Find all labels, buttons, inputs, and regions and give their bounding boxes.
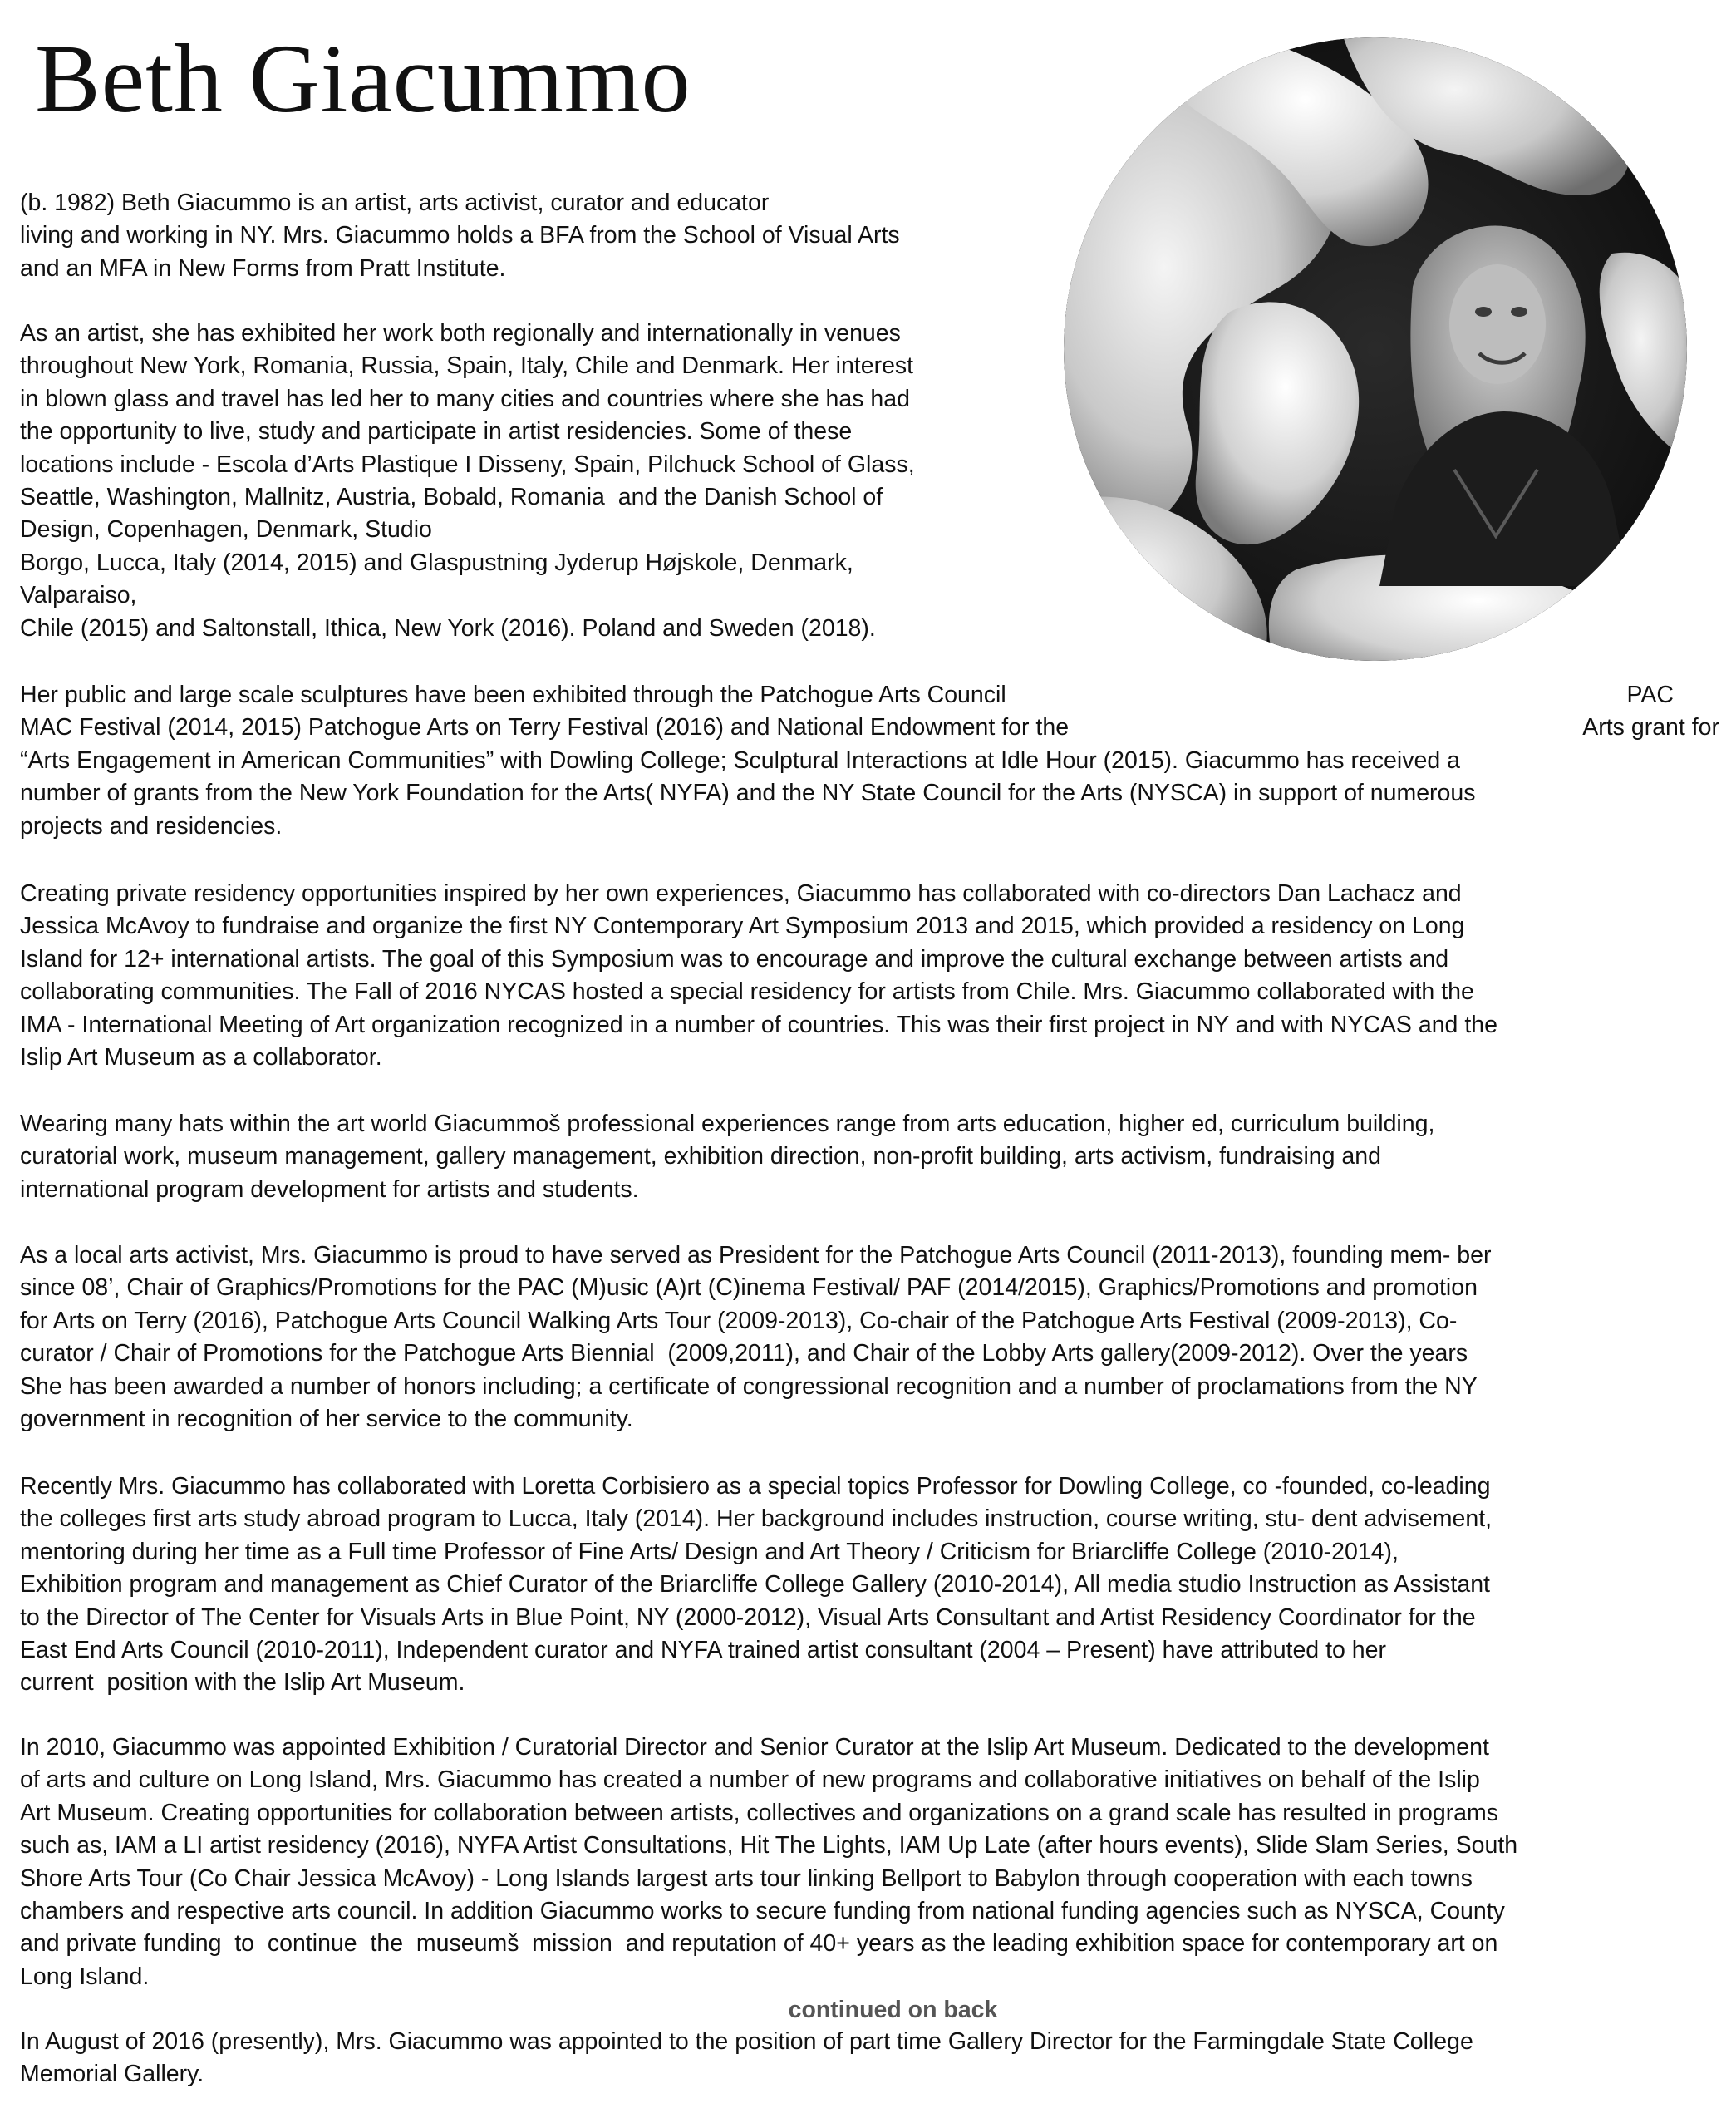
august-paragraph: In August of 2016 (presently), Mrs. Giacummo was appointed to the position of part time Gallery Director for the Farmingdale State College Memorial Gallery.	[20, 2028, 1473, 2088]
public-line-2: MAC Festival (2014, 2015) Patchogue Arts on Terry Festival (2016) and National Endowment for the Arts grant for	[20, 714, 1719, 741]
many-hats-paragraph: Wearing many hats within the art world Giacummoš professional experiences range from arts education, higher ed, curriculum building, curatorial work, museum management, gallery management, exhibition direction, non-profit building, arts activism, fundraising and international program development for artists and students.	[20, 1111, 1435, 1203]
recently-paragraph: Recently Mrs. Giacummo has collaborated with Loretta Corbisiero as a special topics Professor for Dowling College, co -founded, co-leading the colleges first arts study abroad program to Lucca, Italy (2014). Her background includes instruction, course writing, stu- dent advisement, mentoring during her time as a Full time Professor of Fine Arts/ Design and Art Theory / Criticism for Briarcliffe College (2010-2014), Exhibition program and management as Chief Curator of the Briarcliffe College Gallery (2010-2014), All media studio Instruction as Assistant to the Director of The Center for Visuals Arts in Blue Point, NY (2000-2012), Visual Arts Consultant and Artist Residency Coordinator for the East End Arts Council (2010-2011), Independent curator and NYFA trained artist consultant (2004 – Present) have attributed to her current position with the Islip Art Museum.	[20, 1473, 1493, 1697]
activist-paragraph: As a local arts activist, Mrs. Giacummo is proud to have served as President for the Patchogue Arts Council (2011-2013), founding mem- ber since 08’, Chair of Graphics/Promotions for the PAC (M)usic (A)rt (C)inema Festival/ PAF (2014/2015), Graphics/Promotions and promotion for Arts on Terry (2016), Patchogue Arts Council Walking Arts Tour (2009-2013), Co-chair of the Patchogue Arts Festival (2009-2013), Co- curator / Chair of Promotions for the Patchogue Arts Biennial (2009,2011), and Chair of the Lobby Arts gallery(2009-2012). Over the years She has been awarded a number of honors including; a certificate of congressional recognition and a number of proclamations from the NY government in recognition of her service to the community.	[20, 1242, 1492, 1433]
islip-museum-paragraph: In 2010, Giacummo was appointed Exhibition / Curatorial Director and Senior Curator at the Islip Art Museum. Dedicated to the development of arts and culture on Long Island, Mrs. Giacummo has created a number of new programs and collaborative initiatives on behalf of the Islip Art Museum. Creating opportunities for collaboration between artists, collectives and organizations on a grand scale has resulted in programs such as, IAM a LI artist residency (2016), NYFA Artist Consultations, Hit The Lights, IAM Up Late (after hours events), Slide Slam Series, South Shore Arts Tour (Co Chair Jessica McAvoy) - Long Islands largest arts tour linking Bellport to Babylon through cooperation with each towns chambers and respective arts council. In addition Giacummo works to secure funding from national funding agencies such as NYSCA, County and private funding to continue the museumš mission and reputation of 40+ years as the leading exhibition space for contemporary art on Long Island.	[20, 1734, 1518, 1990]
page-title: Beth Giacummo	[35, 24, 691, 133]
continued-on-back-note: continued on back	[788, 1997, 998, 2023]
portrait-image	[1064, 37, 1687, 661]
public-line-1: Her public and large scale sculptures have been exhibited through the Patchogue Arts Council PAC	[20, 682, 1674, 708]
public-sculptures-paragraph: Her public and large scale sculptures have been exhibited through the Patchogue Arts Council PAC MAC Festival (2014, 2015) Patchogue Arts on Terry Festival (2016) and National Endowment for the Arts grant for “Arts Engagement in American Communities” with Dowling College; Sculptural Interactions at Idle Hour (2015). Giacummo has received a number of grants from the New York Foundation for the Arts( NYFA) and the NY State Council for the Arts (NYSCA) in support of numerous projects and residencies.	[20, 679, 1719, 843]
intro-paragraph: (b. 1982) Beth Giacummo is an artist, arts activist, curator and educator living and working in NY. Mrs. Giacummo holds a BFA from the School of Visual Arts and an MFA in New Forms from Pratt Institute.	[20, 190, 900, 282]
artist-paragraph: As an artist, she has exhibited her work both regionally and internationally in venues throughout New York, Romania, Russia, Spain, Italy, Chile and Denmark. Her interest in blown glass and travel has led her to many cities and countries where she has had the opportunity to live, study and participate in artist residencies. Some of these locations include - Escola d’Arts Plastique I Disseny, Spain, Pilchuck School of Glass, Seattle, Washington, Mallnitz, Austria, Bobald, Romania and the Danish School of Design, Copenhagen, Denmark, Studio Borgo, Lucca, Italy (2014, 2015) and Glaspustning Jyderup Højskole, Denmark, Valparaiso, Chile (2015) and Saltonstall, Ithica, New York (2016). Poland and Sweden (2018).	[20, 320, 915, 642]
residency-paragraph: Creating private residency opportunities inspired by her own experiences, Giacummo has collaborated with co-directors Dan Lachacz and Jessica McAvoy to fundraise and organize the first NY Contemporary Art Symposium 2013 and 2015, which provided a residency on Long Island for 12+ international artists. The goal of this Symposium was to encourage and improve the cultural exchange between artists and collaborating communities. The Fall of 2016 NYCAS hosted a special residency for artists from Chile. Mrs. Giacummo collaborated with the IMA - International Meeting of Art organization recognized in a number of countries. This was their first project in NY and with NYCAS and the Islip Art Museum as a collaborator.	[20, 880, 1497, 1071]
portrait-photo	[1064, 37, 1687, 661]
